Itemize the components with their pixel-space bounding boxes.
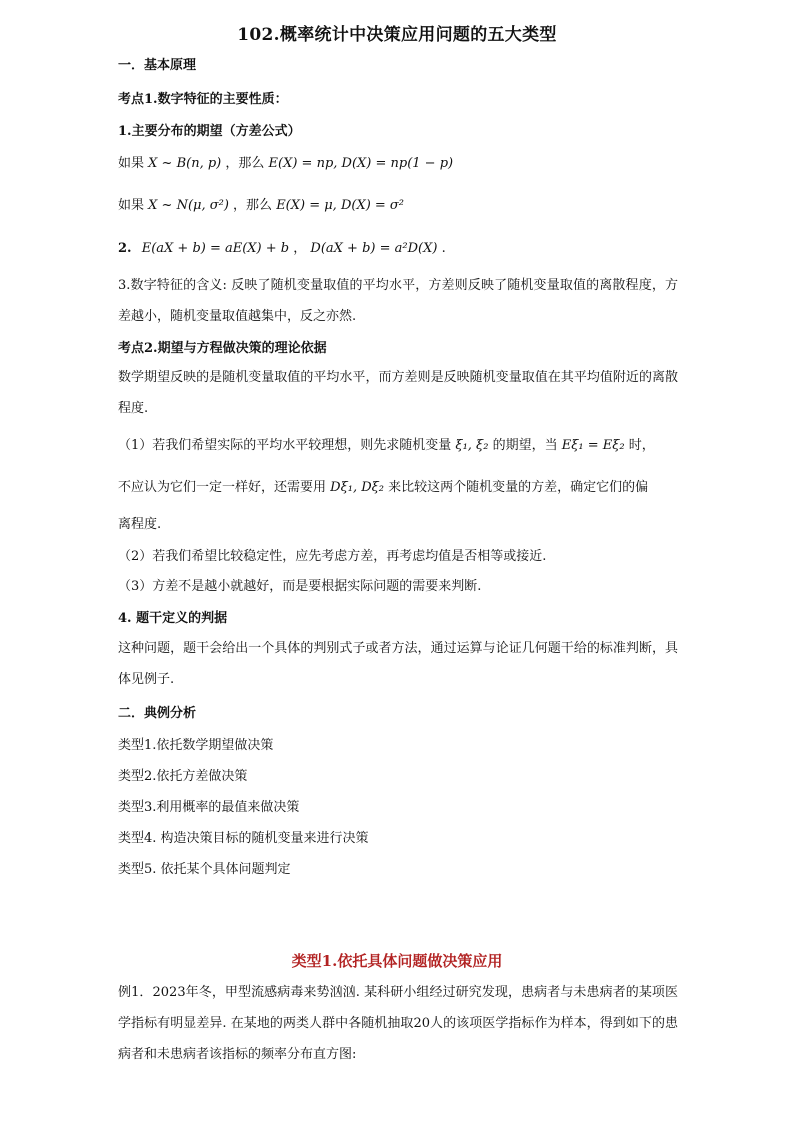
type-list-item: 类型4. 构造决策目标的随机变量来进行决策 [118,831,369,846]
point-1-variance-vars: Dξ₁, Dξ₂ [330,480,385,495]
binomial-mid: ，那么 [225,156,265,171]
key-point-2-text: 数学期望反映的是随机变量取值的平均水平，而方差则是反映随机变量取值在其平均值附近的离散程度. [118,370,678,416]
point-2: （2）若我们希望比较稳定性，应先考虑方差，再考虑均值是否相等或接近. [118,549,547,564]
normal-mid: ，那么 [233,198,273,213]
binomial-result: E(X) = np, D(X) = np(1 − p) [268,156,454,171]
section-heading-examples: 二．典例分析 [118,706,197,721]
item-2-formula-expectation: E(aX + b) = aE(X) + b [141,241,290,256]
item-2-line [118,240,688,258]
point-1-line-c: 离程度. [118,517,162,532]
section-title-type-1: 类型1.依托具体问题做决策应用 [291,952,503,970]
item-2-separator: ， [293,241,307,256]
point-1-line-b [118,479,688,497]
example-1-paragraph: 例1．2023年冬，甲型流感病毒来势汹汹. 某科研小组经过研究发现，患病者与未患病者的某项医学指标有明显差异. 在某地的两类人群中各随机抽取20人的该项医学指标作为样本，得到如下的患病者和未患病者该指标的频率分布直方图: [118,985,678,1062]
normal-result: E(X) = μ, D(X) = σ² [276,198,405,213]
point-1-text-d: 不应认为它们一定一样好，还需要用 [118,480,327,495]
key-point-1: 考点1.数字特征的主要性质： [118,92,288,107]
point-1-text-e: 来比较这两个随机变量的方差，确定它们的偏 [388,480,649,495]
normal-prefix: 如果 [118,198,145,213]
binomial-prefix: 如果 [118,156,145,171]
item-3-paragraph: 3.数字特征的含义: 反映了随机变量取值的平均水平，方差则反映了随机变量取值的离散程度，方差越小，随机变量取值越集中，反之亦然. [118,278,678,324]
item-2-end: . [441,241,446,256]
point-1-text-a: （1）若我们希望实际的平均水平较理想，则先求随机变量 [118,438,452,453]
binomial-line [118,155,688,173]
item-4-heading: 4. 题干定义的判据 [118,611,228,626]
section-heading-basic: 一．基本原理 [118,58,197,73]
type-list-item: 类型3.利用概率的最值来做决策 [118,800,300,815]
type-list-item: 类型1.依托数学期望做决策 [118,738,274,753]
page-title: 102.概率统计中决策应用问题的五大类型 [237,25,557,45]
point-1-line-a [118,437,688,455]
binomial-formula: X ~ B(n, p) [148,156,222,171]
point-1-text-c: 时， [628,438,655,453]
item-2-formula-variance: D(aX + b) = a²D(X) [310,241,438,256]
type-list-item: 类型5. 依托某个具体问题判定 [118,862,291,877]
point-3: （3）方差不是越小就越好，而是要根据实际问题的需要来判断. [118,579,482,594]
type-list-item: 类型2.依托方差做决策 [118,769,248,784]
item-2-number: 2. [118,241,132,256]
normal-formula: X ~ N(μ, σ²) [148,198,229,213]
key-point-2: 考点2.期望与方程做决策的理论依据 [118,341,327,356]
normal-line [118,197,688,215]
item-1-heading: 1.主要分布的期望（方差公式） [118,124,301,139]
point-1-text-b: 的期望，当 [492,438,558,453]
point-1-condition: Eξ₁ = Eξ₂ [561,438,625,453]
item-4-text: 这种问题，题干会给出一个具体的判别式子或者方法，通过运算与论证几何题干给的标准判断，具体见例子. [118,641,678,687]
point-1-vars: ξ₁, ξ₂ [455,438,489,453]
